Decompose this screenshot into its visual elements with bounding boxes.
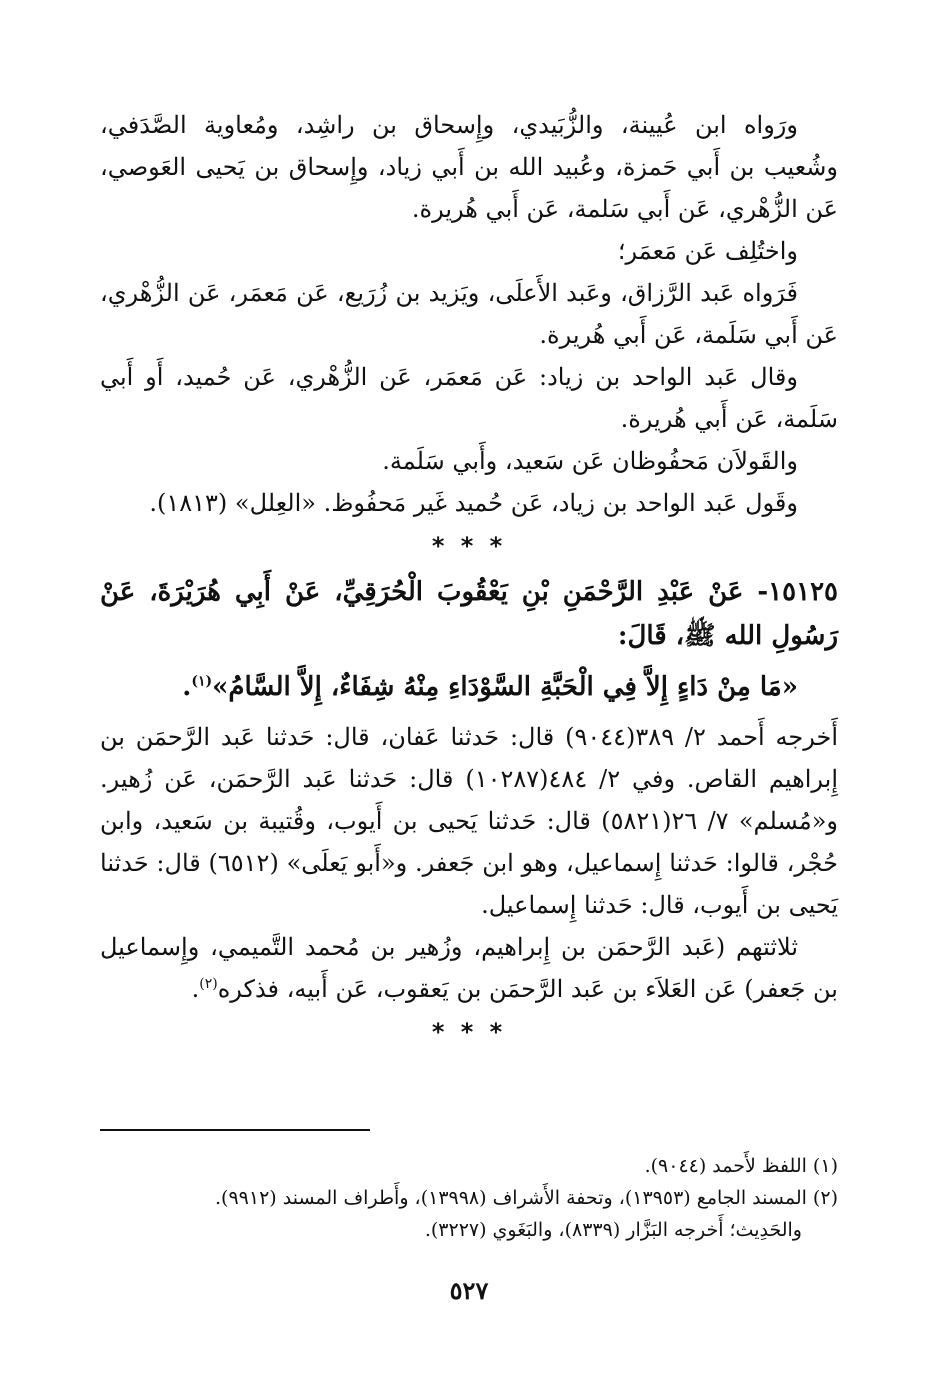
footnote-1: (١) اللفظ لأَحمد (٩٠٤٤). — [644, 1155, 838, 1177]
hadith-matn: «مَا مِنْ دَاءٍ إِلاَّ فِي الْحَبَّةِ السَّوْدَاءِ مِنْهُ شِفَاءٌ، إِلاَّ السَّامُ»$^{(١)}$. — [182, 672, 798, 702]
paragraph-two-sayings: والقَولاَن مَحفُوظان عَن سَعيد، وأَبي سَلَمة. — [382, 447, 798, 475]
footnote-ref-1: (١) — [191, 673, 213, 690]
footnote-separator — [100, 1129, 370, 1131]
period: . — [191, 975, 200, 1003]
paragraph-ilal: وقَول عَبد الواحد بن زياد، عَن حُميد غَير مَحفُوظ. «العِلل» (١٨١٣). — [149, 489, 798, 517]
paragraph-disagreement: واختُلِف عَن مَعمَر؛ — [617, 237, 798, 265]
matn-text: «مَا مِنْ دَاءٍ إِلاَّ فِي الْحَبَّةِ السَّوْدَاءِ مِنْهُ شِفَاءٌ، إِلاَّ السَّامُ» — [212, 672, 798, 702]
footnotes — [100, 1150, 838, 1246]
thalathatuhum-text: ثلاثتهم (عَبد الرَّحمَن بن إِبراهيم، وزُهير بن مُحمد التَّميمي، وإِسماعيل بن جَعفر) عَن العَلاَء بن عَبد الرَّحمَن بن يَعقوب، عَن أَبيه، فذكره — [100, 933, 838, 1003]
paragraph-thalathatuhum — [100, 926, 838, 1010]
section-divider-stars-2: * * * — [431, 1018, 507, 1046]
paragraph-narrators: ورَواه ابن عُيينة، والزُّبَيدي، وإِسحاق بن راشِد، ومُعاوية الصَّدَفي، وشُعيب بن أَبي حَمزة، وعُبيد الله بن أَبي زياد، وإِسحاق بن يَحيى العَوصي، عَن الزُّهْري، عَن أَبي سَلمة، عَن أَبي هُريرة. — [100, 111, 838, 223]
hadith-isnad: عَنْ عَبْدِ الرَّحْمَنِ بْنِ يَعْقُوبَ الْحُرَقِيِّ، عَنْ أَبِي هُرَيْرَةَ، عَنْ رَسُولِ الله ﷺ، قَالَ: — [100, 577, 838, 651]
hadith-number: ١٥١٢٥- — [757, 577, 838, 607]
footnote-ref-2: (٢) — [199, 976, 218, 992]
hadith-heading — [100, 570, 838, 658]
paragraph-takhrij: أَخرجه أَحمد ٢/ ٣٨٩(٩٠٤٤) قال: حَدثنا عَفان، قال: حَدثنا عَبد الرَّحمَن بن إِبراهيم القاص. وفي ٢/ ٤٨٤(١٠٢٨٧) قال: حَدثنا عَبد الرَّحمَن، عَن زُهير. و«مُسلم» ٧/ ٢٦(٥٨٢١) قال: حَدثنا يَحيى بن أَيوب، وقُتيبة بن سَعيد، وابن حُجْر، قالوا: حَدثنا إِسماعيل، وهو ابن جَعفر. و«أَبو يَعلَى» (٦٥١٢) قال: حَدثنا يَحيى بن أَيوب، قال: حَدثنا إِسماعيل. — [100, 723, 839, 919]
section-divider-stars: * * * — [431, 532, 507, 560]
page-number: ٥٢٧ — [449, 1276, 489, 1305]
footnote-2-continued: والحَدِيث؛ أَخرجه البَزَّار (٨٣٣٩)، والبَغَوي (٣٢٢٧). — [424, 1219, 802, 1241]
footnote-2: (٢) المسند الجامع (١٣٩٥٣)، وتحفة الأَشراف (١٣٩٩٨)، وأَطراف المسند (٩٩١٢). — [215, 1187, 838, 1209]
paragraph-abdulrazzaq: فَرَواه عَبد الرَّزاق، وعَبد الأَعلَى، ويَزيد بن زُرَيع، عَن مَعمَر، عَن الزُّهْري، عَن أَبي سَلَمة، عَن أَبي هُريرة. — [100, 279, 838, 349]
paragraph-abdulwahid: وقال عَبد الواحد بن زياد: عَن مَعمَر، عَن الزُّهْري، عَن حُميد، أَو أَبي سَلَمة، عَن أَبي هُريرة. — [100, 363, 838, 433]
main-text — [100, 104, 838, 1056]
